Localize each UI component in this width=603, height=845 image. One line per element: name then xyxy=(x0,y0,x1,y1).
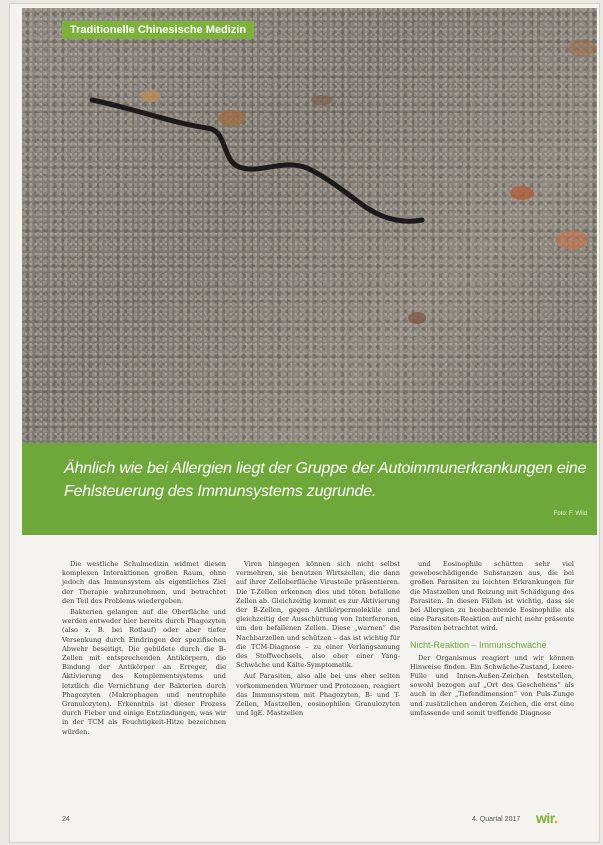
article-column-2 xyxy=(236,560,400,718)
paragraph: Der Organismus reagiert und wir können Hinweise finden. Ein Schwäche-Zustand, Leere-Fülle und Innen-Außen-Zeichen feststellen, sowohl bezogen auf „Ort des Geschehens“ als auch in der „Tiefendimension“ von Puls-Zunge und zusätzlichen anderen Zeichen, die erst eine umfassende und somit treffende Diagnose xyxy=(410,653,574,717)
pull-quote-banner xyxy=(22,443,597,535)
issue-date: 4. Quartal 2017 xyxy=(472,816,521,823)
paragraph: Viren hingegen können sich nicht selbst vermehren, sie benutzen Wirtszellen, die dann auf ihrer Zelloberfläche Virusteile präsentieren. Die T-Zellen erkennen dies und töten befallene Zellen ab. Gleichzeitig kommt es zur Aktivierung der B-Zellen, gegen Antikörpermoleküle und gleichzeitig der Ausschüttung von Interferonen, um den befallenen Zellen. Diese „warnen“ die Nachbarzellen und schützen – das ist wichtig für die TCM-Diagnose – zu einer Verlangsamung des Stoffwechsels, also eher einer Yang-Schwäche und Kälte-Symptomatik. xyxy=(236,560,400,670)
logo-dot: . xyxy=(553,810,558,826)
article-column-1 xyxy=(62,560,226,737)
photo-credit: Foto: F. Wild xyxy=(553,511,587,517)
magazine-logo xyxy=(536,810,557,826)
page-footer xyxy=(62,812,582,828)
section-tag: Traditionelle Chinesische Medizin xyxy=(62,21,254,39)
paragraph: Auf Parasiten, also alle bei uns eher selten vorkommenden Würmer und Protozoen, reagiert das Immunsystem mit Phagozyten, B- und T-Zellen, Mastzellen, eosinophilen Granulozyten und IgE. Mastzellen xyxy=(236,672,400,718)
article-body xyxy=(62,560,582,810)
page-number: 24 xyxy=(62,816,70,823)
snake-illustration xyxy=(22,8,597,443)
cover-photo xyxy=(22,8,597,443)
article-column-3 xyxy=(410,560,574,718)
paragraph: Die westliche Schulmedizin widmet diesen komplexen Interaktionen großen Raum, ohne jedoch das Immunsystem als eigentliches Ziel der Therapie wahrzunehmen, und betrachtet den Teil des Problems wiedergeben. xyxy=(62,560,226,605)
logo-text: wir xyxy=(536,810,554,826)
paragraph: Bakterien gelangen auf die Oberfläche und werden entweder hier bereits durch Phagozyten (also z. B. bei Rotlauf) oder aber tiefer Versenkung durch Eindringen der spezifischen Abwehr beseitigt. Die gebildete durch die B-Zellen mit entsprechenden Antikörpern, die Bindung der Antikörper an Erreger, die Aktivierung des Komplementsystems und letztlich die Vernichtung der Bakterien durch Phagozyten (Makrophagen und neutrophile Granulozyten). Erkenntnis ist dieser Prozess durch Fieber und einige Entzündungen, was wir in der TCM als Feuchtigkeit-Hitze bezeichnen würden. xyxy=(62,608,226,736)
pull-quote: Ähnlich wie bei Allergien liegt der Gruppe der Autoimmunerkrankungen eine Fehlsteuerung des Immunsystems zugrunde. xyxy=(64,460,587,500)
paragraph: und Eosinophile schütten sehr viel gewebeschädigende Substanzen aus, die bei großen Parasiten zu leichten Erkrankungen für die Mastzellen und Reizung mit Schädigung des Parasiten. In diesen Fällen ist wichtig, dass sie bei Allergien zu beobachtende Eosinophilie als eine Parasiten-Reaktion auf nicht mehr präsente Parasiten betrachtet wird. xyxy=(410,560,574,633)
section-subheading: Nicht-Reaktion – Immunschwäche xyxy=(410,639,547,650)
